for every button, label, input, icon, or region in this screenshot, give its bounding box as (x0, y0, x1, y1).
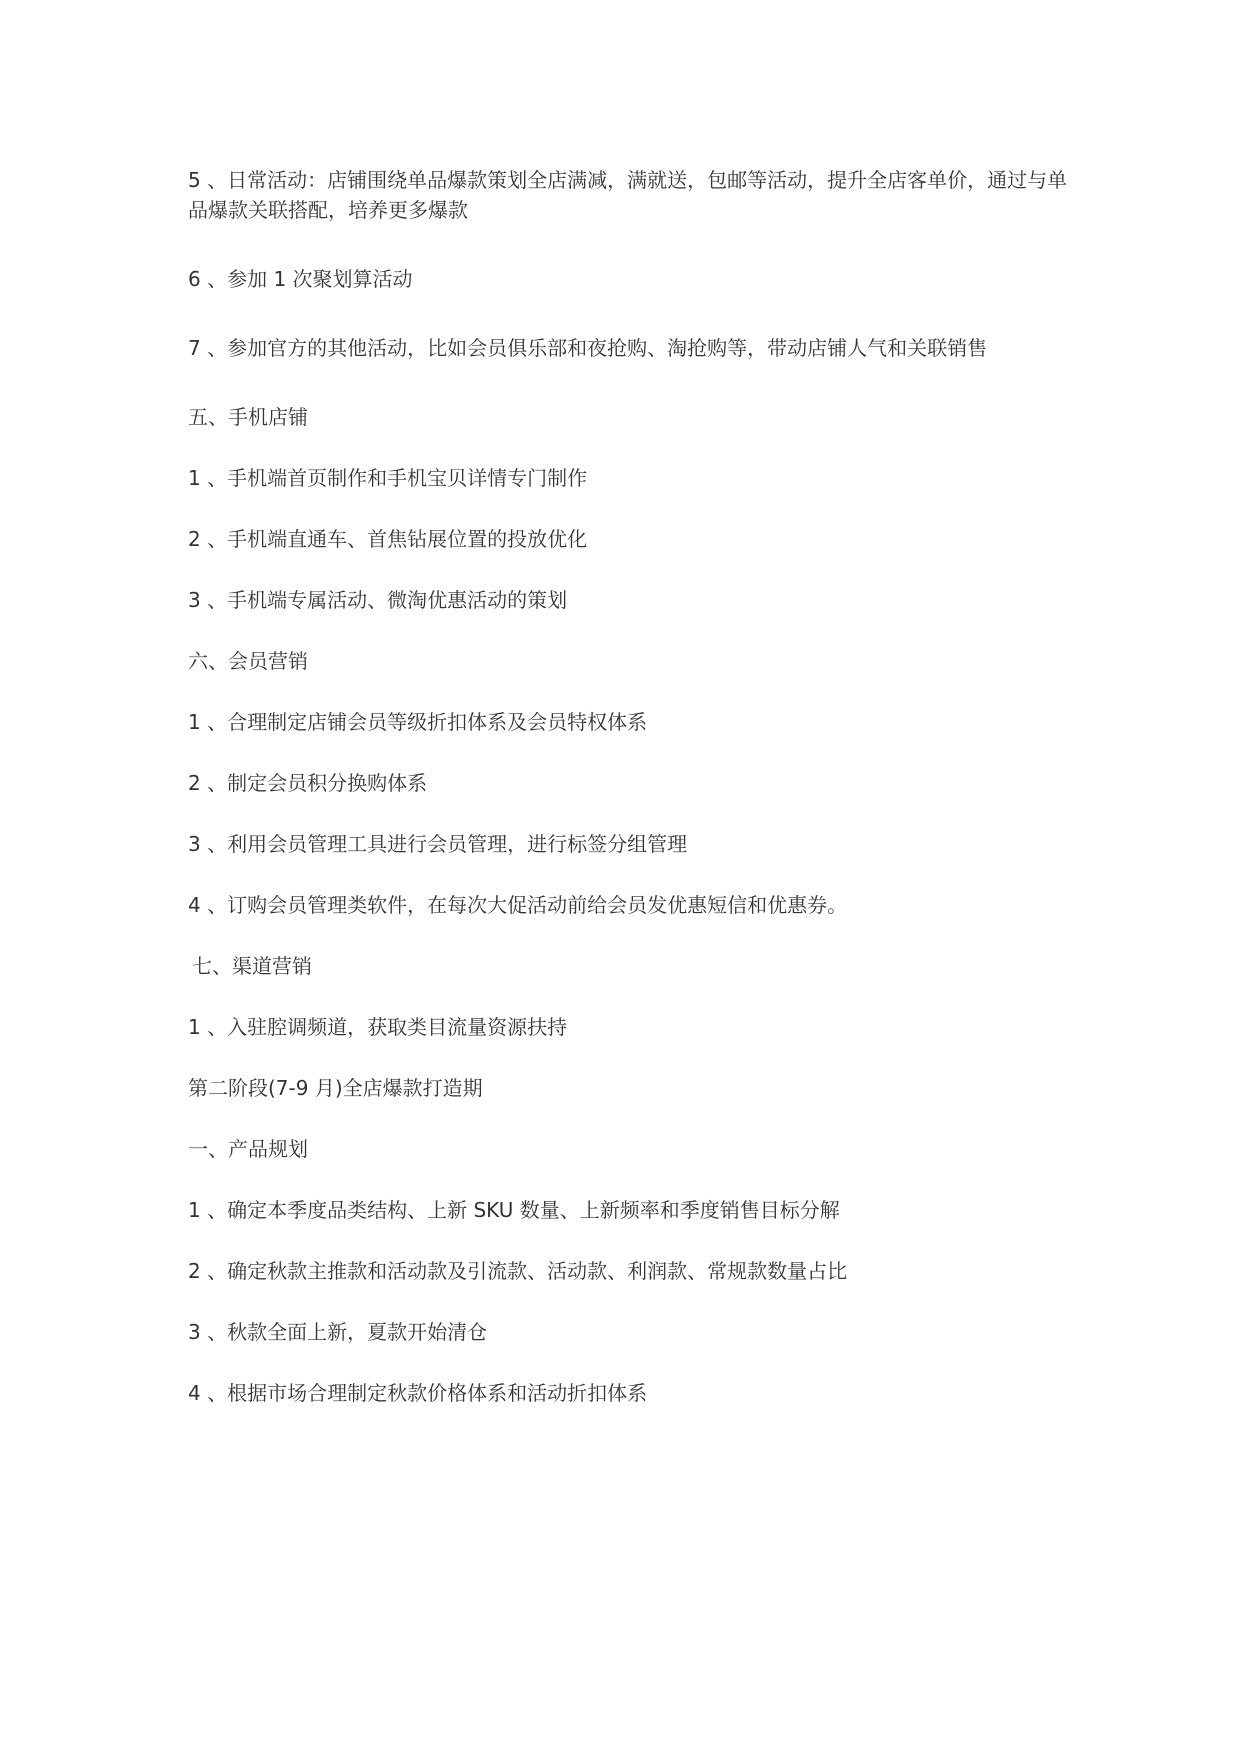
paragraph-category-structure: 1 、确定本季度品类结构、上新 SKU 数量、上新频率和季度销售目标分解 (188, 1198, 840, 1222)
paragraph-daily-activities: 5 、日常活动：店铺围绕单品爆款策划全店满减，满就送，包邮等活动，提升全店客单价，通过与单品爆款关联搭配，培养更多爆款 (188, 168, 1068, 222)
paragraph-member-tools: 3 、利用会员管理工具进行会员管理，进行标签分组管理 (188, 832, 688, 856)
paragraph-member-software: 4 、订购会员管理类软件，在每次大促活动前给会员发优惠短信和优惠券。 (188, 893, 848, 917)
paragraph-official-activities: 7 、参加官方的其他活动，比如会员俱乐部和夜抢购、淘抢购等，带动店铺人气和关联销售 (188, 336, 988, 360)
heading-mobile-store: 五、手机店铺 (188, 405, 308, 429)
paragraph-pricing: 4 、根据市场合理制定秋款价格体系和活动折扣体系 (188, 1381, 648, 1405)
paragraph-autumn-launch: 3 、秋款全面上新，夏款开始清仓 (188, 1320, 488, 1344)
paragraph-mobile-ads: 2 、手机端直通车、首焦钻展位置的投放优化 (188, 527, 588, 551)
paragraph-channel: 1 、入驻腔调频道，获取类目流量资源扶持 (188, 1015, 568, 1039)
heading-phase-two: 第二阶段(7-9 月)全店爆款打造期 (188, 1076, 483, 1100)
document-body (188, 165, 1088, 1439)
paragraph-juhuasuan: 6 、参加 1 次聚划算活动 (188, 267, 413, 291)
heading-member-marketing: 六、会员营销 (188, 649, 308, 673)
paragraph-member-points: 2 、制定会员积分换购体系 (188, 771, 428, 795)
paragraph-member-levels: 1 、合理制定店铺会员等级折扣体系及会员特权体系 (188, 710, 648, 734)
paragraph-mobile-home: 1 、手机端首页制作和手机宝贝详情专门制作 (188, 466, 588, 490)
paragraph-main-products: 2 、确定秋款主推款和活动款及引流款、活动款、利润款、常规款数量占比 (188, 1259, 848, 1283)
heading-channel-marketing: 七、渠道营销 (192, 954, 312, 978)
heading-product-planning: 一、产品规划 (188, 1137, 308, 1161)
paragraph-mobile-promo: 3 、手机端专属活动、微淘优惠活动的策划 (188, 588, 568, 612)
